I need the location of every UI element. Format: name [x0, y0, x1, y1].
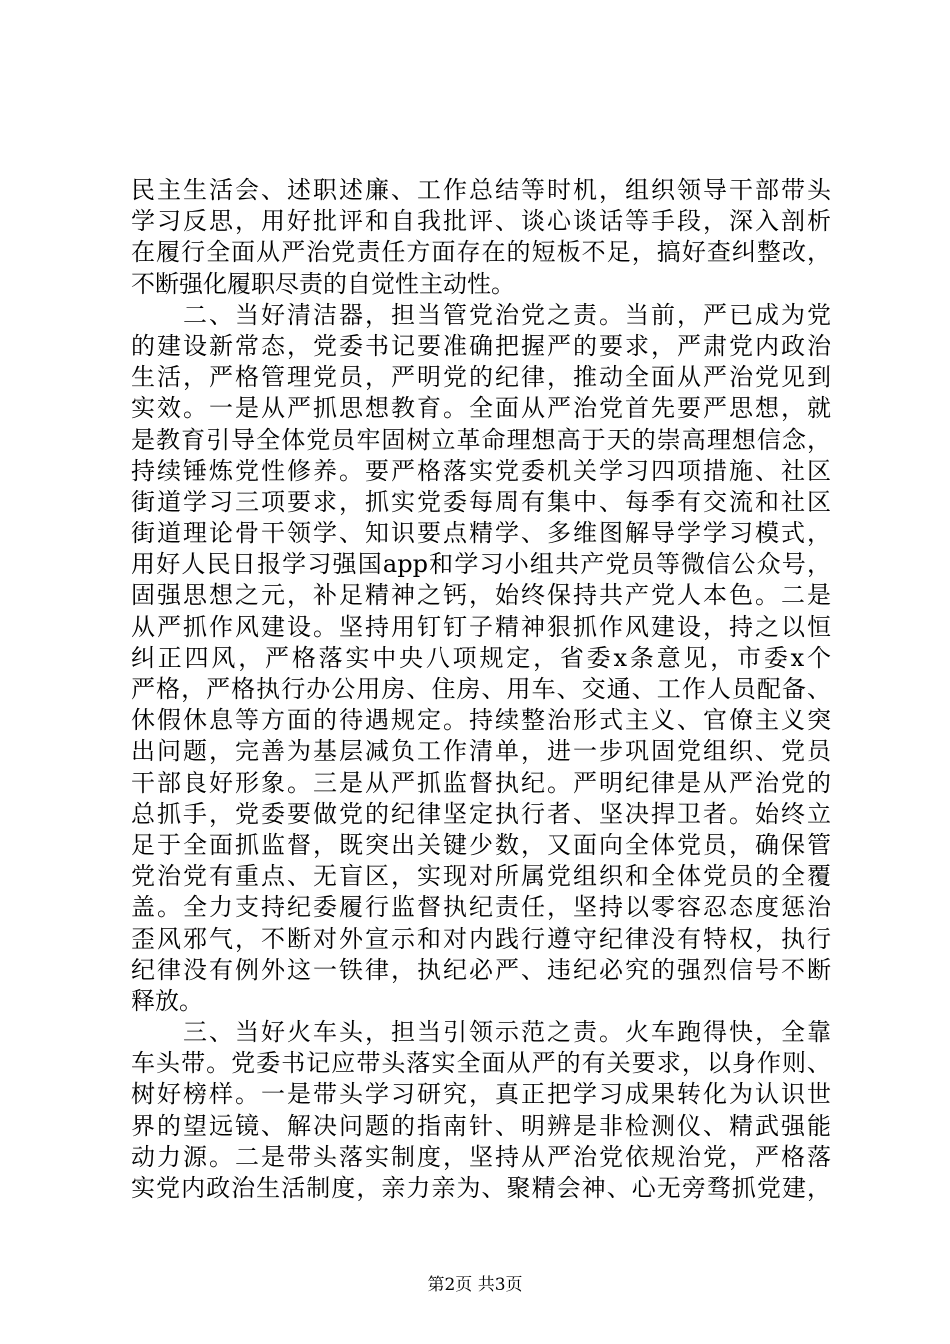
- text-line: 实党内政治生活制度，亲力亲为、聚精会神、心无旁骛抓党建，: [131, 1174, 831, 1202]
- text-line: 民主生活会、述职述廉、工作总结等时机，组织领导干部带头: [131, 176, 831, 204]
- text-line: 党治党有重点、无盲区，实现对所属党组织和全体党员的全覆: [131, 862, 831, 891]
- text-line: 严格，严格执行办公用房、住房、用车、交通、工作人员配备、: [131, 675, 831, 703]
- text-line: 用好人民日报学习强国app和学习小组共产党员等微信公众号，: [131, 550, 831, 579]
- text-line: 不断强化履职尽责的自觉性主动性。: [131, 269, 515, 298]
- page-footer: 第2页 共3页: [427, 1275, 523, 1295]
- text-line: 街道理论骨干领学、知识要点精学、多维图解导学学习模式，: [131, 519, 831, 548]
- text-line: 学习反思，用好批评和自我批评、谈心谈话等手段，深入剖析: [131, 207, 831, 236]
- text-line: 在履行全面从严治党责任方面存在的短板不足，搞好查纠整改，: [131, 238, 831, 267]
- text-line: 总抓手，党委要做党的纪律坚定执行者、坚决捍卫者。始终立: [131, 799, 831, 828]
- text-line: 持续锤炼党性修养。要严格落实党委机关学习四项措施、社区: [131, 456, 831, 485]
- text-line: 足于全面抓监督，既突出关键少数，又面向全体党员，确保管: [131, 830, 831, 859]
- text-line: 街道学习三项要求，抓实党委每周有集中、每季有交流和社区: [131, 487, 831, 516]
- text-line: 动力源。二是带头落实制度，坚持从严治党依规治党，严格落: [131, 1142, 831, 1171]
- text-line: 纠正四风，严格落实中央八项规定，省委x条意见，市委x个: [131, 643, 831, 672]
- text-line: 干部良好形象。三是从严抓监督执纪。严明纪律是从严治党的: [131, 768, 831, 797]
- text-line: 三、当好火车头，担当引领示范之责。火车跑得快，全靠: [131, 1018, 831, 1047]
- text-line: 释放。: [131, 986, 203, 1015]
- body-text: [131, 175, 831, 1204]
- text-line: 二、当好清洁器，担当管党治党之责。当前，严已成为党: [131, 300, 831, 329]
- text-line: 盖。全力支持纪委履行监督执纪责任，坚持以零容忍态度惩治: [131, 893, 831, 922]
- text-line: 界的望远镜、解决问题的指南针、明辨是非检测仪、精武强能: [131, 1111, 831, 1140]
- text-line: 歪风邪气，不断对外宣示和对内践行遵守纪律没有特权，执行: [131, 924, 831, 953]
- text-line: 固强思想之元，补足精神之钙，始终保持共产党人本色。二是: [131, 581, 831, 610]
- text-line: 的建设新常态，党委书记要准确把握严的要求，严肃党内政治: [131, 331, 831, 360]
- text-line: 是教育引导全体党员牢固树立革命理想高于天的崇高理想信念，: [131, 425, 831, 454]
- text-line: 从严抓作风建设。坚持用钉钉子精神狠抓作风建设，持之以恒: [131, 612, 831, 641]
- text-line: 生活，严格管理党员，严明党的纪律，推动全面从严治党见到: [131, 363, 831, 392]
- text-line: 树好榜样。一是带头学习研究，真正把学习成果转化为认识世: [131, 1080, 831, 1109]
- text-line: 休假休息等方面的待遇规定。持续整治形式主义、官僚主义突: [131, 706, 831, 735]
- text-line: 出问题，完善为基层减负工作清单，进一步巩固党组织、党员: [131, 737, 831, 766]
- text-line: 纪律没有例外这一铁律，执纪必严、违纪必究的强烈信号不断: [131, 955, 831, 984]
- text-line: 实效。一是从严抓思想教育。全面从严治党首先要严思想，就: [131, 394, 831, 423]
- text-line: 车头带。党委书记应带头落实全面从严的有关要求，以身作则、: [131, 1049, 831, 1078]
